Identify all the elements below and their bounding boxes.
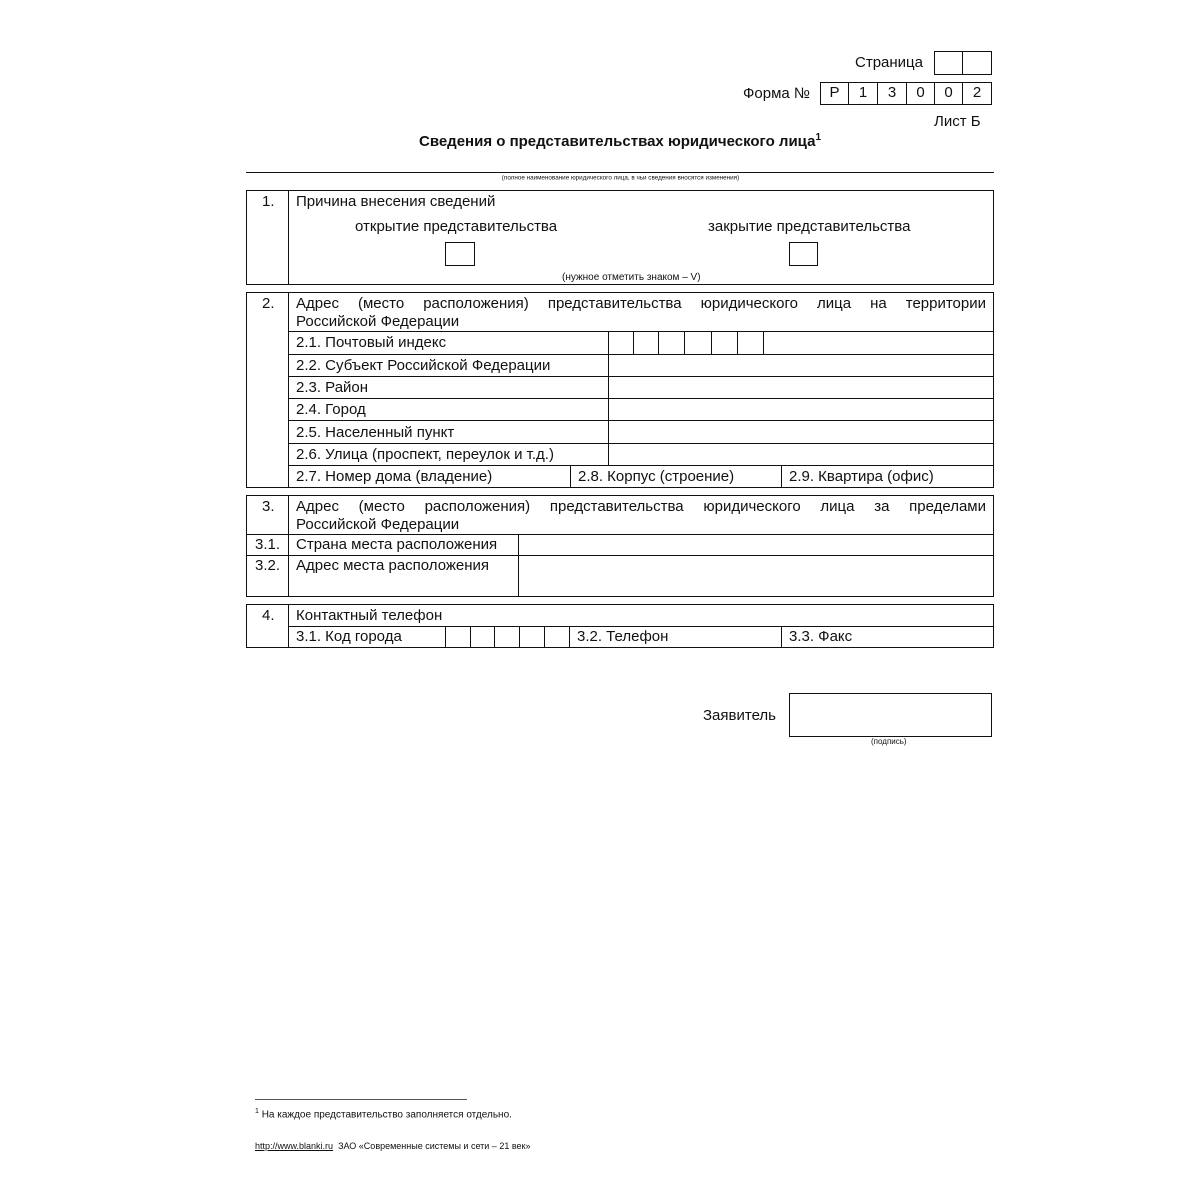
- house-label: 2.7. Номер дома (владение): [296, 468, 493, 485]
- city-input[interactable]: [609, 399, 993, 419]
- option-close-label: закрытие представительства: [708, 218, 911, 235]
- form-code-cell: 1: [848, 82, 878, 105]
- footnote: [255, 1108, 512, 1120]
- section4-number: 4.: [262, 607, 275, 624]
- section3-title: Адрес (место расположения) представительства юридического лица за пределами: [296, 498, 986, 515]
- close-checkbox[interactable]: [789, 242, 818, 266]
- company-name-caption: (полное наименование юридического лица, в чьи сведения вносятся изменения): [501, 174, 740, 181]
- publisher-line: [255, 1141, 530, 1151]
- settlement-label: 2.5. Населенный пункт: [296, 424, 455, 441]
- address-label: Адрес места расположения: [296, 557, 490, 574]
- country-label: Страна места расположения: [296, 536, 498, 553]
- city-code-label: 3.1. Код города: [296, 628, 402, 645]
- city-label: 2.4. Город: [296, 401, 366, 418]
- title-footnote-mark: 1: [815, 132, 821, 143]
- section1-title: Причина внесения сведений: [296, 193, 496, 210]
- signature-caption: (подпись): [871, 737, 907, 746]
- district-input[interactable]: [609, 377, 993, 397]
- footnote-text: На каждое представительство заполняется отдельно.: [261, 1109, 512, 1121]
- option-open-label: открытие представительства: [355, 218, 558, 235]
- building-label: 2.8. Корпус (строение): [578, 468, 735, 485]
- address-input[interactable]: [519, 556, 993, 596]
- address-number: 3.2.: [255, 557, 281, 574]
- section2-title: Адрес (место расположения) представительства юридического лица на территории: [296, 295, 986, 312]
- page-number-box-2[interactable]: [962, 51, 992, 75]
- district-label: 2.3. Район: [296, 379, 369, 396]
- page-number-box-1[interactable]: [934, 51, 963, 75]
- postal-code-input[interactable]: [609, 332, 763, 353]
- form-code-cell: 2: [962, 82, 992, 105]
- settlement-input[interactable]: [609, 421, 993, 442]
- form-code-cell: 0: [934, 82, 963, 105]
- section2-number: 2.: [262, 295, 275, 312]
- blanki-link[interactable]: http://www.blanki.ru: [255, 1141, 334, 1151]
- section3-number: 3.: [262, 498, 275, 515]
- form-code-cell: Р: [820, 82, 849, 105]
- applicant-label: Заявитель: [703, 707, 776, 724]
- open-checkbox[interactable]: [445, 242, 475, 266]
- section3-title-line2: Российской Федерации: [296, 516, 460, 533]
- company-name-line[interactable]: [246, 172, 994, 173]
- street-label: 2.6. Улица (проспект, переулок и т.д.): [296, 446, 554, 463]
- form-code-cell: 3: [877, 82, 907, 105]
- section4-title: Контактный телефон: [296, 607, 443, 624]
- country-number: 3.1.: [255, 536, 281, 553]
- section1-number: 1.: [262, 193, 275, 210]
- fax-label: 3.3. Факс: [789, 628, 853, 645]
- postal-code-label: 2.1. Почтовый индекс: [296, 334, 447, 351]
- signature-box[interactable]: [789, 693, 992, 737]
- phone-label: 3.2. Телефон: [577, 628, 669, 645]
- checkbox-hint: (нужное отметить знаком – V): [562, 272, 701, 283]
- footnote-mark: 1: [255, 1108, 259, 1115]
- form-label: Форма №: [743, 85, 811, 102]
- subject-input[interactable]: [609, 355, 993, 375]
- footnote-divider: [255, 1099, 467, 1100]
- publisher-name: ЗАО «Современные системы и сети – 21 век»: [338, 1141, 531, 1151]
- sheet-label: Лист Б: [934, 113, 981, 130]
- form-code-cell: 0: [906, 82, 935, 105]
- page-title: Сведения о представительствах юридического лица$^1$: [418, 132, 821, 150]
- page-label: Страница: [855, 54, 923, 71]
- section2-title-line2: Российской Федерации: [296, 313, 460, 330]
- street-input[interactable]: [609, 444, 993, 464]
- apartment-label: 2.9. Квартира (офис): [789, 468, 934, 485]
- subject-label: 2.2. Субъект Российской Федерации: [296, 357, 551, 374]
- city-code-input[interactable]: [446, 627, 569, 647]
- country-input[interactable]: [519, 535, 993, 554]
